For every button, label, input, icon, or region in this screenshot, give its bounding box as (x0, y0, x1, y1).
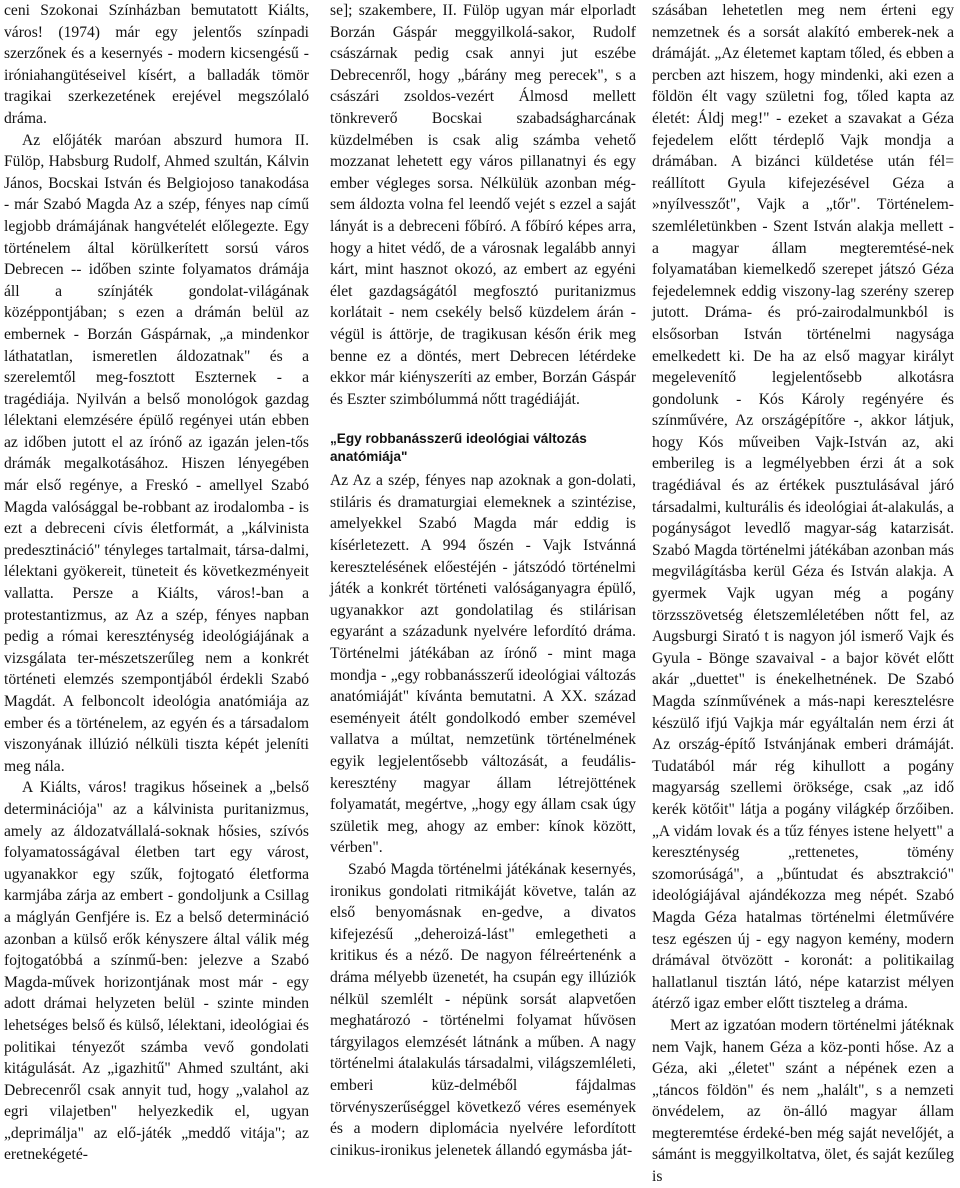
text-column-2 (330, 0, 636, 1161)
paragraph: Az Az a szép, fényes nap azoknak a gon-dolati, stiláris és dramaturgiai elemeknek a szintézise, amelyekkel Szabó Magda már eddig is kísérletezett. A 994 őszén - Vajk Istvánná keresztelésének előestéjén - játszódó történelmi játék a konkrét történeti valóságanyagra épülő, ugyanakkor azt gondolatilag és stilárisan egyaránt a századunk nyelvére lefordító dráma. Történelmi játékában az írónő - mint maga mondja - „egy robbanásszerű ideológiai változás anatómiáját" kívánta bemutatni. A XX. század eseményeit átélt gondolkodó ember szemével vallatva a múltat, nemzetünk történelmének egyik legjelentősebb változását, a feudális-keresztény magyar állam létrejöttének folyamatát, megértve, „hogy egy állam csak úgy születik meg, ahogy az ember: kínok között, vérben". (330, 472, 636, 857)
text-column-1 (4, 0, 309, 1166)
paragraph: se]; szakembere, II. Fülöp ugyan már elporladt Borzán Gáspár meggyilkolá-sakor, Rudolf császárnak pedig csak annyi jut eszébe Debrecenről, hogy „bárány meg perecek", s a császári zsoldos-vezért Álmosd mellett tönkreverő Bocskai szabadságharcának küzdelmében is csak alig számba vehető mozzanat lehetett egy város pillanatnyi és egy ember végleges sorsa. Nélkülük azonban még-sem áldozta volna fel leendő vejét s ezzel a saját lányát is a debreceni főbíró. A főbíró képes arra, hogy a hitet védő, de a városnak legalább annyi kárt, mint hasznot okozó, az embert az egyéni élet gazdagságától megfosztó puritanizmus korlátait - nem csekély belső küzdelem árán - végül is áttörje, de tragikusan későn érik meg benne ez a döntés, mert Debrecen létérdeke ekkor már kiényszeríti az ember, Borzán Gáspár és Eszter szimbólummá nőtt tragédiáját. (330, 2, 636, 408)
paragraph: A Kiálts, város! tragikus hőseinek a „belső determinációja" az a kálvinista puritanizmus, amely az áldozatvállalá-soknak hősies, szívós folyamatosságával életben tart egy várost, ugyanakkor egy szűk, fojtogató életforma karmjába zárja az embert - gondoljunk a Csillag a máglyán Genfjére is. Ez a belső determináció azonban a külső erők kényszere által válik még fojtogatóbbá a színmű-ben: jelezve a Szabó Magda-művek horizontjának most már - egy adott drámai helyzeten belül - szinte minden lehetséges belső és külső, lélektani, ideológiai és politikai tényezőt számba vevő gondolati kitágulását. Az „igazhitű" Ahmed szultánt, aki Debrecenről csak annyit tud, hogy „valahol az egri vilajetben" helyezkedik el, ugyan „deprimálja" az elő-játék „meddő vitája"; az eretnekégeté- (4, 779, 309, 1164)
text-column-3 (652, 0, 954, 1188)
paragraph: Mert az igzatóan modern történelmi játéknak nem Vajk, hanem Géza a köz-ponti hőse. Az a Géza, aki „életet" szánt a népének ezen a „táncos földön" és nem „halált", s a nemzeti önvédelem, az ön-álló magyar állam megteremtése érdeké-ben még saját nevelőjét, a sámánt is meggyilkoltatva, ölet, és saját kezűleg is (652, 1016, 954, 1186)
paragraph: Az előjáték maróan abszurd humora II. Fülöp, Habsburg Rudolf, Ahmed szultán, Kálvin János, Bocskai István és Belgiojoso tanakodása - már Szabó Magda Az a szép, fényes nap című legjobb drámájának hangvételét előlegezte. Egy történelem által körülkerített sorsú város Debrecen -- időben szinte folyamatos drámája áll a színjáték gondolat-világának középpontjában; s ezen a drámán belül az embernek - Borzán Gáspárnak, „a mindenkor láthatatlan, ismeretlen áldozatnak" és a szerelemtől meg-fosztott Eszternek - a tragédiája. Nyilván a belső monológok gazdag lélektani elemzésére épülő regényei után ebben az időben jutott el az írónő az igazán jelen-tős drámák megalkotásához. Hiszen lényegében már első regénye, a Freskó - amellyel Szabó Magda valósággal be-robbant az irodalomba - is ezt a debreceni cívis életformát, a „kálvinista predesztináció" tényleges tartalmait, társa-dalmi, lélektani gyökereit, tüneteit és következményeit vallatta. Persze a Kiálts, város!-ban a protestantizmus, az Az a szép, fényes napban pedig a római kereszténység ideológiájának a vizsgálata ter-mészetszerűleg nem a konkrét történeti elemzés szempontjából érdekli Szabó Magdát. A felboncolt ideológia anatómiája az ember és a történelem, az egyén és a társadalom viszonyának illúzió nélküli tiszta képét jeleníti meg nála. (4, 131, 309, 775)
paragraph: ceni Szokonai Színházban bemutatott Kiálts, város! (1974) már egy jelentős színpadi szerzőnek és a kesernyés - modern kicsengésű - iróniahangütéseivel kísért, a balladák tömör tragikai szerkezetének erejével megszólaló dráma. (4, 2, 309, 127)
section-heading: „Egy robbanásszerű ideológiai változás anatómiája" (330, 431, 587, 465)
paragraph: Szabó Magda történelmi játékának kesernyés, ironikus gondolati ritmikáját követve, talán az első benyomásnak en-gedve, a divatos kifejezésű „deheroizá-lást" emlegetheti a kritikus és a néző. De nagyon félreértenénk a dráma mélyebb üzenetét, ha csupán egy illúziók nélkül szemlélt - népünk sorsát alapvetően meghatározó - történelmi folyamat hűvösen tárgyilagos elemzését látnánk a műben. A nagy történelmi átalakulás társadalmi, világszemléleti, emberi küz-delméből fájdalmas törvényszerűséggel következő véres események és a modern diplomácia nyelvére lefordított cinikus-ironikus jelenetek állandó egymásba ját- (330, 860, 636, 1159)
paragraph: szásában lehetetlen meg nem érteni egy nemzetnek és a sorsát alakító emberek-nek a drámáját. „Az életemet kaptam tőled, és ebben a percben azt hiszem, hogy mindenki, aki ezen a földön élt vagy születni fog, tőled kapta az életét: Áldj meg!" - ezeket a szavakat a Géza fejedelem előtt térdeplő Vajk mondja a drámában. A bizánci küldetése után fél= reállított Gyula kifejezésével Géza a »nyílvesszőt", Vajk a „tőr". Történelem-szemléletünkben - Szent István alakja mellett - a magyar állam megteremtésé-nek folyamatában kiemelkedő szerepet játszó Géza fejedelemnek eddig viszony-lag szerény szerep jutott. Dráma- és pró-zairodalmunkból is elsősorban István történelmi nagysága emelkedett ki. De ha az első magyar királyt megelevenítő legjelentősebb alkotásra gondolunk - Kós Károly regényére és színművére, Az országépítőre -, akkor látjuk, hogy Kós műveiben Vajk-István az, aki emberileg is a legmélyebben érzi át a sok tragédiával és az értékek pusztulásával járó társadalmi, kulturális és ideológiai át-alakulás, a pogányságot levedlő magyar-ság katarzisát. Szabó Magda történelmi játékában azonban más megvilágításba kerül Géza és István alakja. A gyermek Vajk ugyan még a pogány törzsszövetség életszemléletében nőtt fel, az Augsburgi Sirató t is nagyon jól ismerő Vajk és Gyula - Bönge szavaival - a bajor kövét előtt akár „duettet" is énekelhetnének. De Szabó Magda színművének a más-napi keresztelésre készülő ifjú Vajkja már egyáltalán nem érzi át Az ország-építő Istvánjának emberi drámáját. Tudatából már rég kihullott a pogány magyarság szellemi öröksége, csak „az idő kerék kötőit" látja a pogány világkép őrzőiben. „A vidám lovak és a tűz fényes istene helyett" a kereszténység „rettenetes, tömény szomorúságá", a „bűntudat és absztrakció" ideológiájával ajándékozza meg népét. Szabó Magda Géza hatalmas történelmi életművére tesz egészen új - egy nagyon kemény, modern drámával ötvözött - koronát: a politikailag hallatlanul tisztán látó, népe katarzist mélyen átérző igaz ember előtt tiszteleg a dráma. (652, 2, 954, 1013)
